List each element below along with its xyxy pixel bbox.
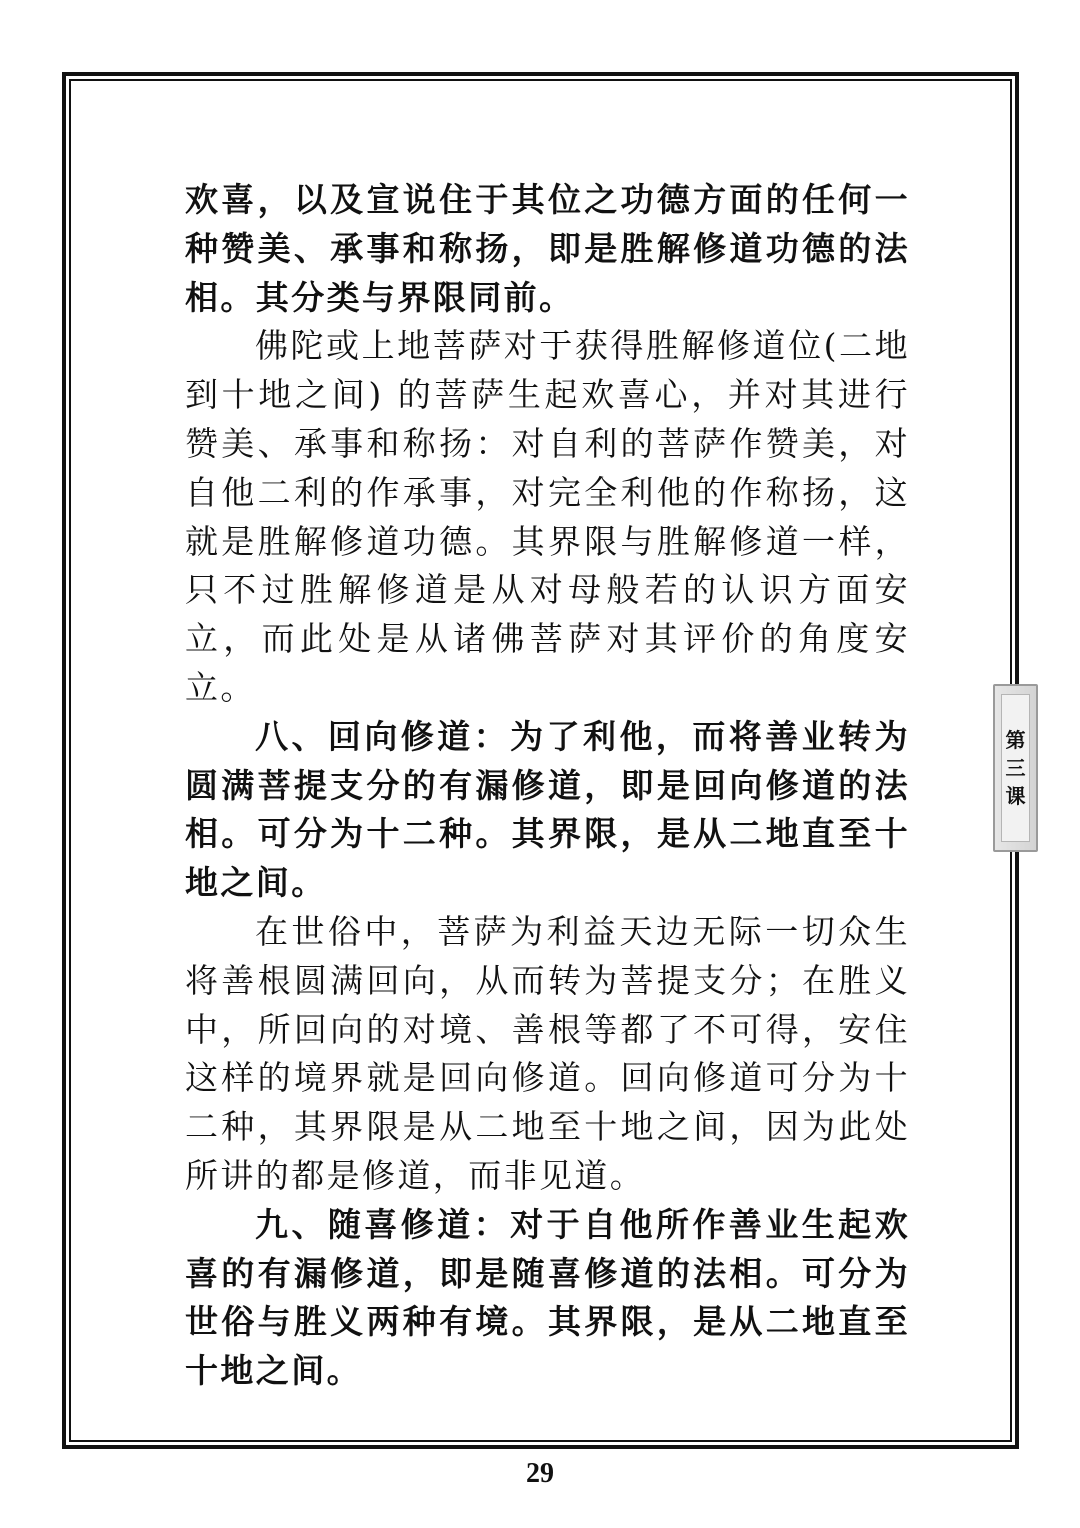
paragraph-explanation-8: 在世俗中，菩萨为利益天边无际一切众生将善根圆满回向，从而转为菩提支分；在胜义中，所回向的对境、善根等都了不可得，安住这样的境界就是回向修道。回向修道可分为十二种，其界限是从二地至十地之间，因为此处所讲的都是修道，而非见道。 (185, 911, 910, 1195)
chapter-tab-label (1001, 694, 1030, 842)
chapter-tab-char: 三 (1005, 756, 1026, 780)
paragraph-heading-8: 八、回向修道：为了利他，而将善业转为圆满菩提支分的有漏修道，即是回向修道的法相。可分为十二种。其界限，是从二地直至十地之间。 (185, 716, 910, 903)
page-number: 29 (526, 1458, 554, 1489)
chapter-tab-char: 课 (1005, 784, 1026, 808)
page-body (185, 176, 910, 1396)
paragraph-continuation: 欢喜，以及宣说住于其位之功德方面的任何一种赞美、承事和称扬，即是胜解修道功德的法相。其分类与界限同前。 (185, 180, 910, 317)
chapter-tab (993, 684, 1038, 852)
paragraph-heading-9: 九、随喜修道：对于自他所作善业生起欢喜的有漏修道，即是随喜修道的法相。可分为世俗与胜义两种有境。其界限，是从二地直至十地之间。 (185, 1204, 910, 1391)
paragraph-explanation-7: 佛陀或上地菩萨对于获得胜解修道位(二地到十地之间) 的菩萨生起欢喜心，并对其进行赞美、承事和称扬：对自利的菩萨作赞美，对自他二利的作承事，对完全利他的作称扬，这就是胜解修道功德。其界限与胜解修道一样，只不过胜解修道是从对母般若的认识方面安立，而此处是从诸佛菩萨对其评价的角度安立。 (185, 326, 910, 707)
chapter-tab-char: 第 (1005, 728, 1026, 752)
